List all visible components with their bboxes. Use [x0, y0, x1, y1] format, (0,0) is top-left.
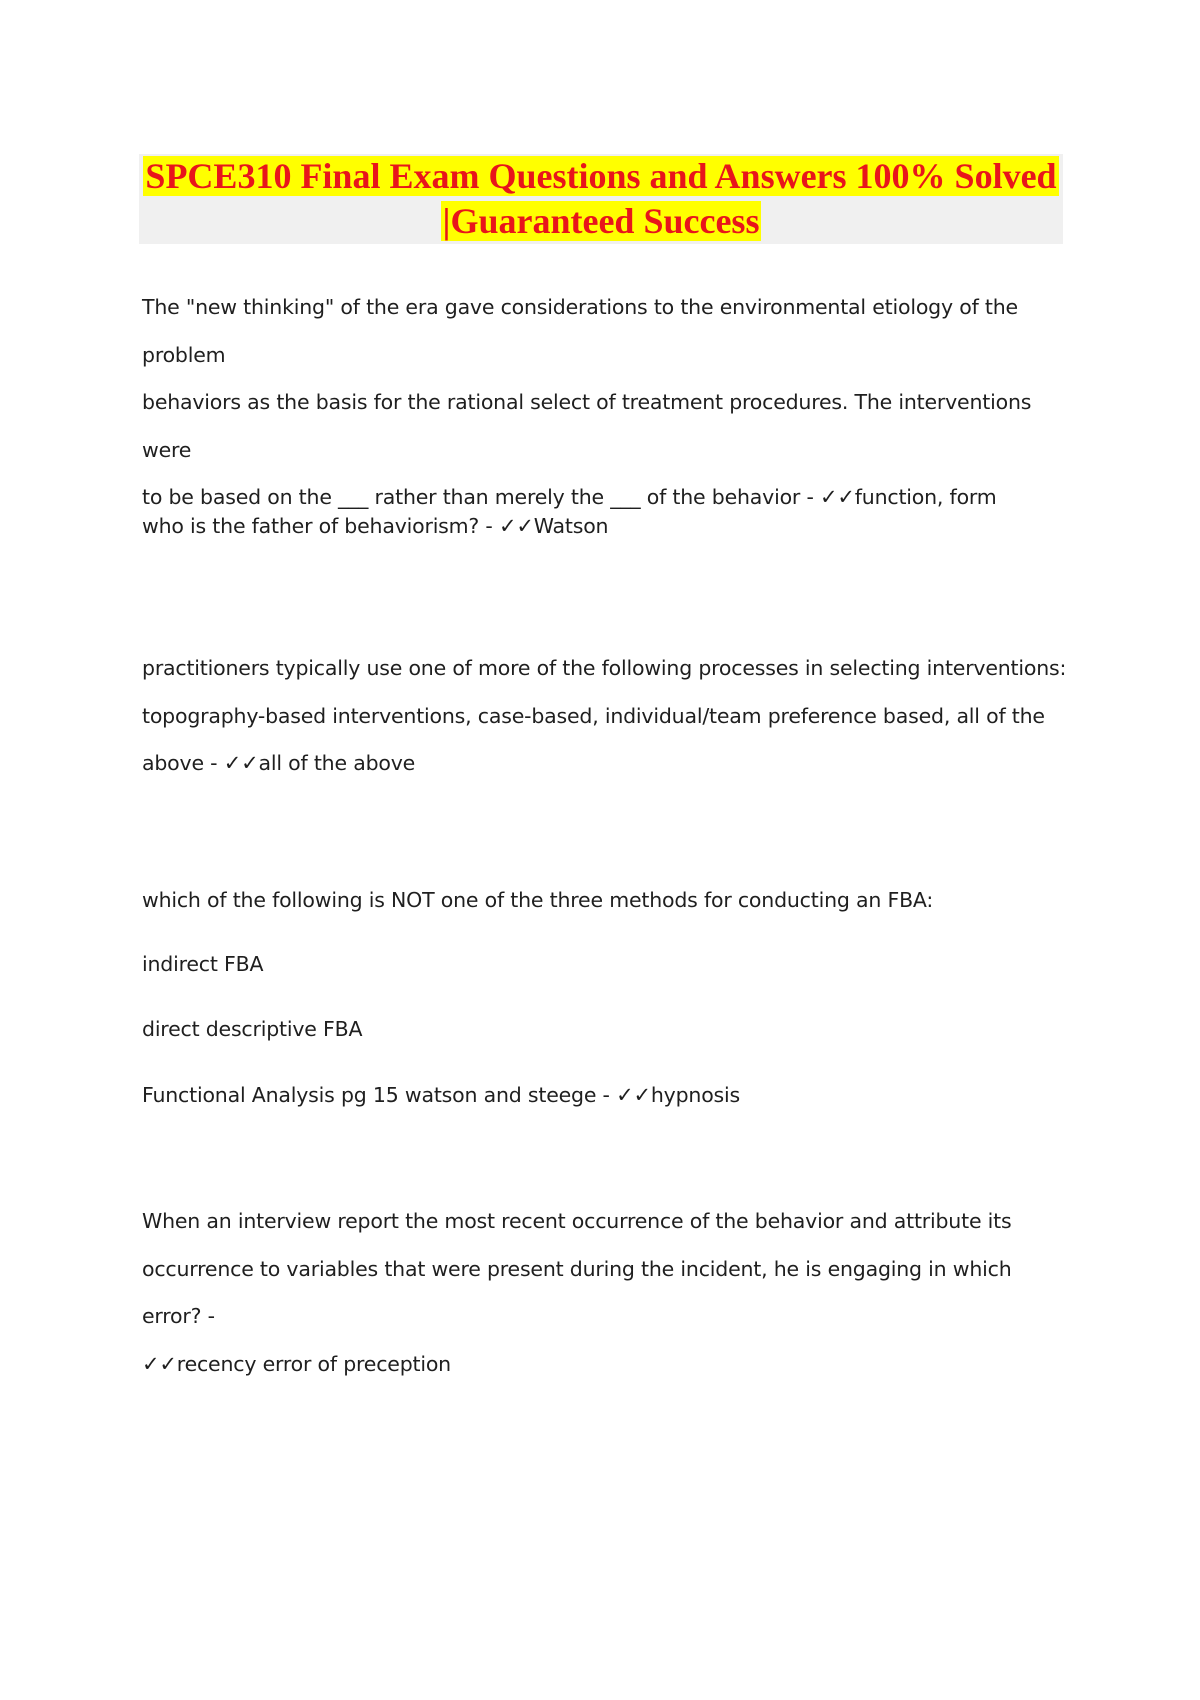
- question-line: which of the following is NOT one of the three methods for conducting an FBA:: [142, 888, 934, 912]
- question-line: Functional Analysis pg 15 watson and steege -: [142, 1083, 617, 1107]
- question-line: occurrence to variables that were present during the incident, he is engaging in which error? -: [142, 1256, 1012, 1328]
- question-line: behaviors as the basis for the rational select of treatment procedures. The interventions were: [142, 390, 1032, 462]
- question-line: to be based on the ___ rather than merely the ___ of the behavior -: [142, 485, 820, 509]
- checkmark-icon: ✓✓: [223, 751, 259, 775]
- title-line-1: SPCE310 Final Exam Questions and Answers 100% Solved: [145, 156, 1057, 196]
- question-line: When an interview report the most recent occurrence of the behavior and attribute its: [142, 1209, 1012, 1233]
- option-line: indirect FBA: [142, 952, 264, 976]
- question-line: topography-based interventions, case-based, individual/team preference based, all of the: [142, 703, 1045, 728]
- answer-text: function, form: [854, 485, 997, 509]
- question-line: who is the father of behaviorism? -: [142, 514, 499, 538]
- question-line: above -: [142, 751, 224, 775]
- checkmark-icon: ✓✓: [819, 485, 855, 509]
- qa-item-2: [142, 514, 1072, 538]
- qa-item-3: [142, 645, 1072, 788]
- qa-item-4-answer-line: [142, 1083, 740, 1107]
- option-line: direct descriptive FBA: [142, 1017, 363, 1041]
- qa-item-5: [142, 1198, 1072, 1388]
- answer-text: Watson: [533, 514, 609, 538]
- title-line-2: |Guaranteed Success: [442, 201, 760, 241]
- answer-text: all of the above: [258, 751, 416, 775]
- qa-item-1: [142, 284, 1072, 522]
- checkmark-icon: ✓✓: [616, 1083, 651, 1107]
- document-title: [139, 154, 1063, 244]
- checkmark-icon: ✓✓: [498, 514, 534, 538]
- checkmark-icon: ✓✓: [142, 1351, 177, 1376]
- question-line: The "new thinking" of the era gave considerations to the environmental etiology of the problem: [142, 295, 1018, 367]
- answer-text: hypnosis: [650, 1083, 741, 1107]
- question-line: practitioners typically use one of more of the following processes in selecting interventions:: [142, 656, 1067, 680]
- answer-text: recency error of preception: [176, 1351, 451, 1376]
